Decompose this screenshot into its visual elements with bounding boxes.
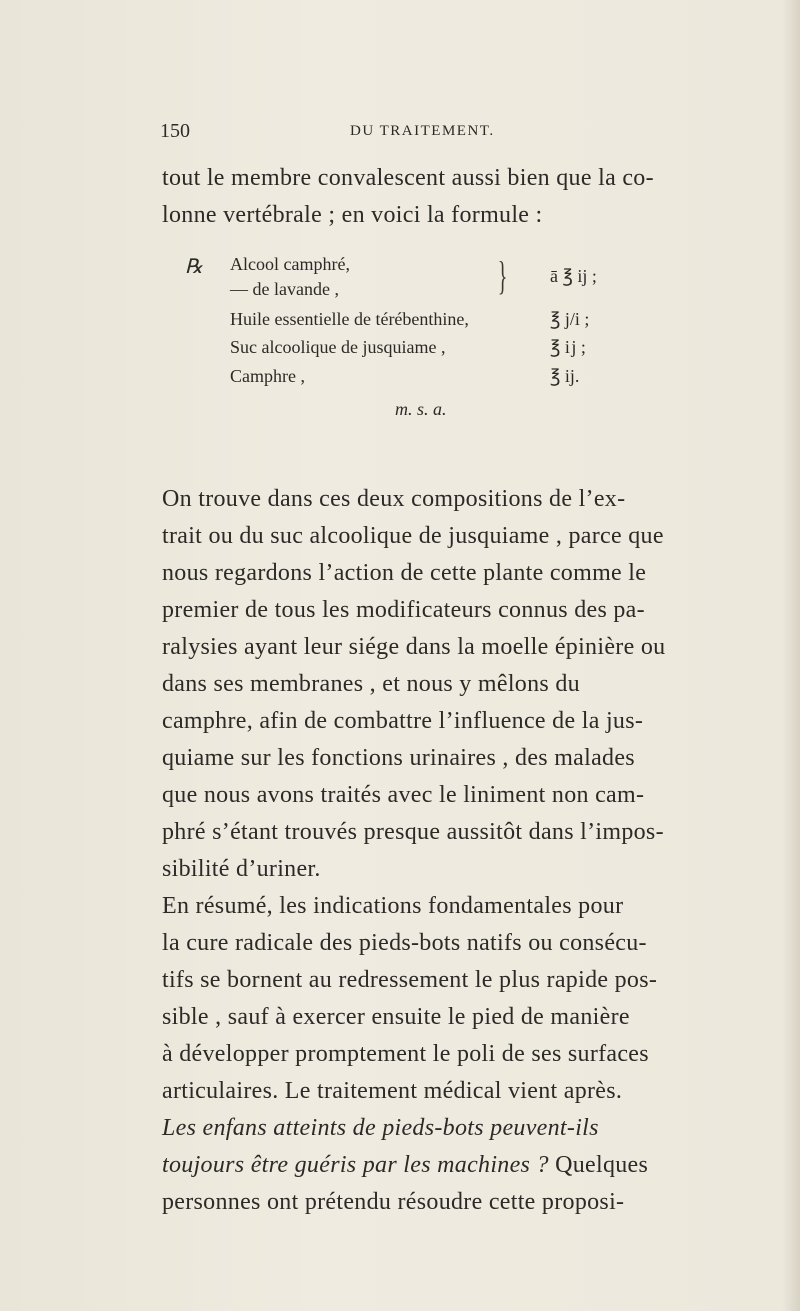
text-line: On trouve dans ces deux compositions de l’ex- (162, 486, 626, 512)
italic-question-end: toujours être guéris par les machines ? (162, 1152, 549, 1178)
page-header (160, 120, 720, 144)
text-line: trait ou du suc alcoolique de jusquiame , parce que (162, 523, 664, 549)
text-line: premier de tous les modificateurs connus des pa- (162, 597, 645, 623)
text-line: tout le membre convalescent aussi bien que la co- (162, 165, 654, 191)
text-line: ralysies ayant leur siége dans la moelle épinière ou (162, 634, 666, 660)
text-fragment: Quelques (548, 1152, 649, 1178)
text-line: sible , sauf à exercer ensuite le pied de manière (162, 1004, 630, 1030)
dose-value: ℥ i j ; (550, 337, 586, 357)
page-edge-shadow (782, 0, 800, 1311)
ingredient-line: — de lavande , (230, 279, 339, 299)
running-head: DU TRAITEMENT. (350, 123, 495, 139)
recipe-sign: ℞ (185, 256, 203, 278)
text-line: lonne vertébrale ; en voici la formule : (162, 202, 543, 228)
ingredient-line: Huile essentielle de térébenthine, (230, 309, 469, 329)
text-line: phré s’étant trouvés presque aussitôt dans l’impos- (162, 819, 664, 845)
ingredient-line: Alcool camphré, (230, 254, 350, 274)
dose-value: ā ℥ ij ; (550, 266, 597, 286)
text-line: la cure radicale des pieds-bots natifs ou consécu- (162, 930, 647, 956)
dose-value: ℥ j/i ; (550, 309, 590, 329)
italic-question-line: Les enfans atteints de pieds-bots peuvent-ils (162, 1115, 599, 1141)
text-line: camphre, afin de combattre l’influence de la jus- (162, 708, 644, 734)
text-line: En résumé, les indications fondamentales pour (162, 893, 624, 919)
mixed-line (162, 1147, 727, 1184)
text-line: articulaires. Le traitement médical vient après. (162, 1078, 623, 1104)
text-line: quiame sur les fonctions urinaires , des malades (162, 745, 635, 771)
dose-value: ℥ ij. (550, 366, 580, 386)
formula-signature: m. s. a. (395, 399, 447, 419)
body-text (162, 481, 727, 1221)
text-line: nous regardons l’action de cette plante comme le (162, 560, 647, 586)
text-line: tifs se bornent au redressement le plus rapide pos- (162, 967, 658, 993)
text-line: personnes ont prétendu résoudre cette proposi- (162, 1189, 625, 1215)
text-line: dans ses membranes , et nous y mêlons du (162, 671, 580, 697)
intro-paragraph (162, 160, 727, 234)
text-line: à développer promptement le poli de ses surfaces (162, 1041, 649, 1067)
grouping-brace: } (497, 253, 508, 298)
ingredient-line: Camphre , (230, 366, 305, 386)
page-number: 150 (160, 120, 190, 142)
text-line: sibilité d’uriner. (162, 856, 321, 882)
ingredient-line: Suc alcoolique de jusquiame , (230, 337, 446, 357)
text-line: que nous avons traités avec le liniment non cam- (162, 782, 645, 808)
